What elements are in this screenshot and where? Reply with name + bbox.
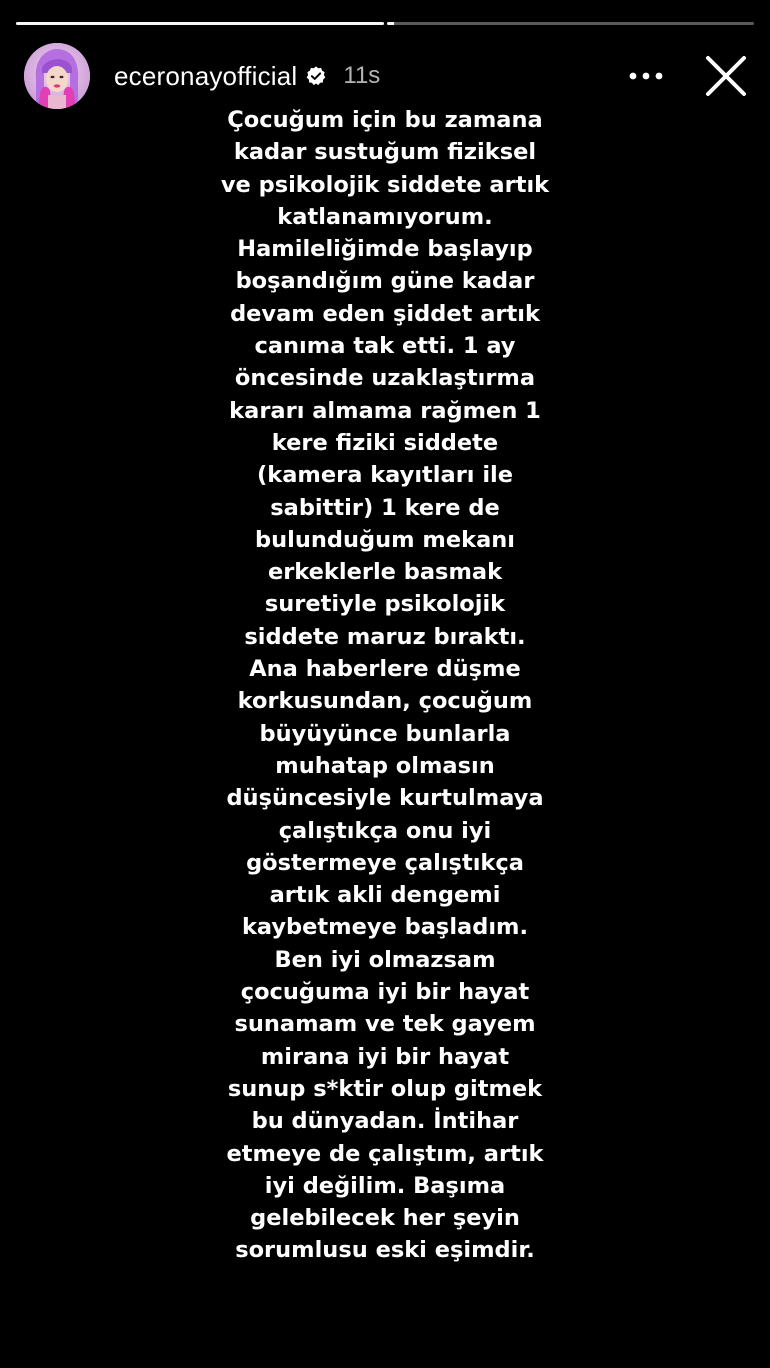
story-text-line: canıma tak etti. 1 ay — [254, 333, 516, 360]
story-text-line: sunamam ve tek gayem — [234, 1011, 536, 1038]
story-text-line: kadar sustuğum fiziksel — [233, 139, 537, 166]
avatar[interactable] — [24, 43, 90, 109]
progress-segment-1 — [16, 22, 384, 25]
story-text-line: etmeye de çalıştım, artık — [226, 1140, 544, 1167]
progress-fill-1 — [16, 22, 384, 25]
username[interactable]: eceronayofficial — [114, 60, 298, 91]
story-text-line: ve psikolojik siddete artık — [220, 171, 550, 198]
more-options-button[interactable] — [624, 54, 668, 98]
story-text-line: kere fiziki siddete — [271, 429, 499, 456]
story-text-line: artık akli dengemi — [269, 882, 501, 909]
story-text-line: bulunduğum mekanı — [255, 526, 515, 553]
story-text-line: büyüyünce bunlarla — [259, 720, 511, 747]
story-text-line: mirana iyi bir hayat — [260, 1043, 510, 1070]
story-text-line: Ana haberlere düşme — [249, 656, 521, 683]
story-text-line: kararı almama rağmen 1 — [229, 397, 541, 424]
story-text-line: muhatap olmasın — [275, 752, 495, 779]
verified-badge-icon — [305, 65, 327, 87]
story-text — [0, 104, 770, 1267]
story-text-line: siddete maruz bıraktı. — [244, 623, 526, 650]
more-horizontal-icon — [629, 72, 663, 80]
close-icon — [705, 55, 747, 97]
story-text-line: devam eden şiddet artık — [230, 300, 540, 327]
story-text-line: Hamileliğimde başlayıp — [237, 236, 533, 263]
story-text-line: sunup s*ktir olup gitmek — [227, 1075, 543, 1102]
story-progress-bars — [16, 22, 754, 26]
story-text-line: kaybetmeye başladım. — [241, 914, 529, 941]
story-text-line: (kamera kayıtları ile — [256, 462, 514, 489]
story-text-line: erkeklerle basmak — [267, 559, 503, 586]
story-text-line: bu dünyadan. İntihar — [251, 1108, 519, 1135]
story-text-line: boşandığım güne kadar — [235, 268, 535, 295]
progress-fill-2 — [387, 22, 394, 25]
story-text-line: göstermeye çalıştıkça — [246, 849, 524, 876]
story-text-line: suretiyle psikolojik — [264, 591, 506, 618]
story-text-line: çocuğuma iyi bir hayat — [240, 979, 530, 1006]
avatar-image — [24, 43, 90, 109]
story-text-line: düşüncesiyle kurtulmaya — [226, 785, 544, 812]
story-text-line: korkusundan, çocuğum — [237, 688, 533, 715]
story-text-line: çalıştıkça onu iyi — [278, 817, 492, 844]
story-timestamp: 11s — [343, 62, 381, 89]
story-header — [24, 42, 750, 110]
story-text-line: sorumlusu eski eşimdir. — [235, 1237, 535, 1264]
story-text-line: Çocuğum için bu zamana — [227, 107, 543, 133]
story-text-line: gelebilecek her şeyin — [250, 1205, 520, 1232]
story-text-line: Ben iyi olmazsam — [274, 946, 496, 973]
progress-segment-2 — [387, 22, 755, 25]
close-button[interactable] — [702, 52, 750, 100]
story-text-line: iyi değilim. Başıma — [264, 1172, 506, 1199]
story-text-line: öncesinde uzaklaştırma — [234, 365, 536, 392]
story-text-line: katlanamıyorum. — [277, 203, 493, 230]
story-text-line: sabittir) 1 kere de — [270, 494, 500, 521]
